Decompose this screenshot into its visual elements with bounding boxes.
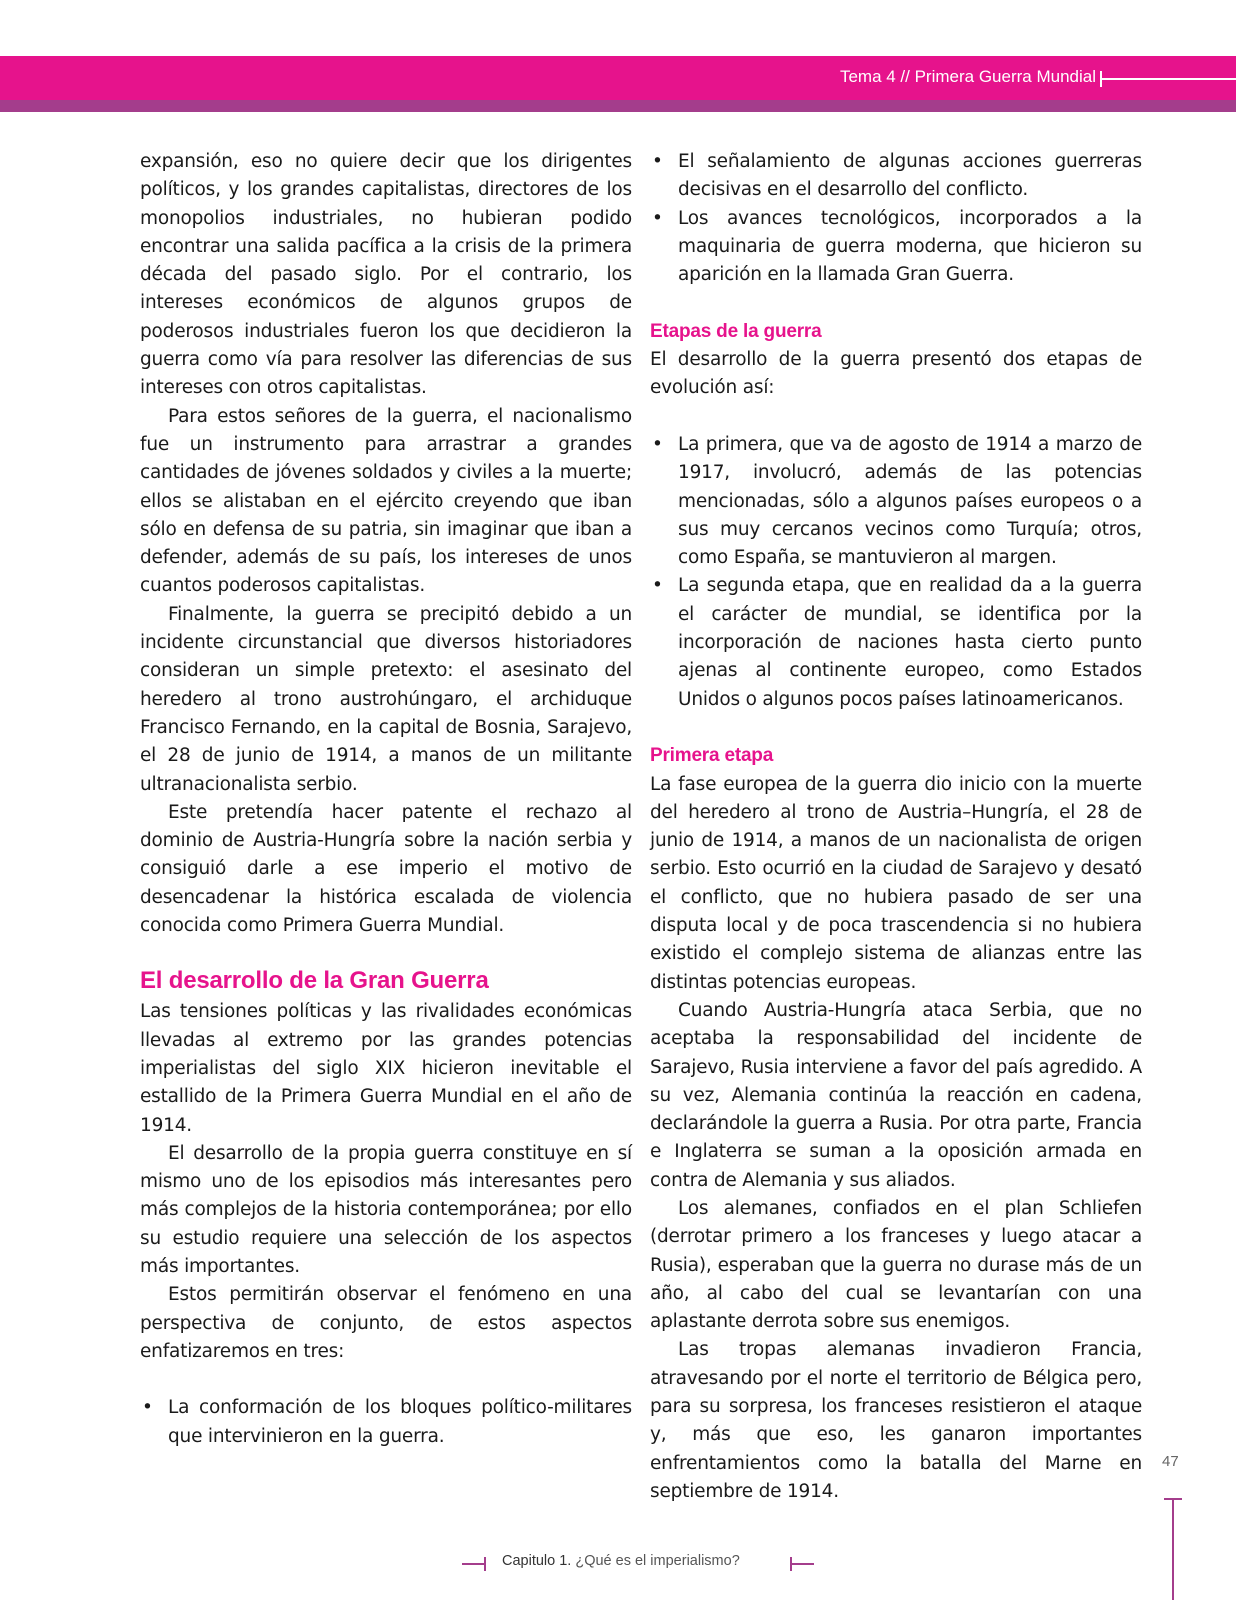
list-item: • El señalamiento de algunas acciones guerreras decisivas en el desarrollo del conflicto. [650,148,1142,205]
paragraph: Las tensiones políticas y las rivalidades económicas llevadas al extremo por las grandes potencias imperialistas del siglo XIX hicieron inevitable el estallido de la Primera Guerra Mundial en el año de 1914. [140,1001,632,1136]
bullet-list [650,431,1142,714]
paragraph: Los alemanes, confiados en el plan Schliefen (derrotar primero a los franceses y luego atacar a Rusia), esperaban que la guerra no durase más de un año, al cabo del cual se levantarían con una aplastante derrota sobre sus enemigos. [650,1197,1142,1333]
right-column [650,148,1142,1506]
paragraph: Finalmente, la guerra se precipitó debido a un incidente circunstancial que diversos historiadores consideran un simple pretexto: el asesinato del heredero al trono austrohúngaro, el archiduque Francisco Fernando, en la capital de Bosnia, Sarajevo, el 28 de junio de 1914, a manos de un militante ultranacionalista serbio. [140,603,632,795]
footer-text [502,1553,740,1569]
header-purple-band [0,100,1236,112]
page-footer [0,1551,1236,1577]
page-number: 47 [1162,1453,1179,1470]
footer-question: ¿Qué es el imperialismo? [575,1553,740,1569]
subheading: Etapas de la guerra [650,320,822,342]
subheading: Primera etapa [650,745,774,767]
list-item: • La conformación de los bloques político-militares que intervinieron en la guerra. [140,1394,632,1451]
paragraph: Las tropas alemanas invadieron Francia, atravesando por el norte el territorio de Bélgica pero, para su sorpresa, los franceses resistieron el ataque y, más que eso, les ganaron importantes enfrentamientos como la batalla del Marne en septiembre de 1914. [650,1339,1142,1502]
footer-rule-left-cap [484,1557,486,1571]
left-column [140,148,632,1451]
paragraph: expansión, eso no quiere decir que los dirigentes políticos, y los grandes capitalistas, directores de los monopolios industriales, no hubieran podido encontrar una salida pacífica a la crisis de la primera década del pasado siglo. Por el contrario, los intereses económicos de algunos grupos de poderosos industriales fueron los que decidieron la guerra como vía para resolver las diferencias de sus intereses con otros capitalistas. [140,151,632,399]
header-title: Tema 4 // Primera Guerra Mundial [839,67,1096,86]
paragraph: El desarrollo de la guerra presentó dos etapas de evolución así: [650,349,1142,399]
paragraph: Este pretendía hacer patente el rechazo al dominio de Austria-Hungría sobre la nación serbia y consiguió darle a ese imperio el motivo de desencadenar la histórica escalada de violencia conocida como Primera Guerra Mundial. [140,801,632,937]
list-item: • La segunda etapa, que en realidad da a la guerra el carácter de mundial, se identifica por la incorporación de naciones hasta cierto punto ajenas al continente europeo, como Estados Unidos o algunos pocos países latinoamericanos. [650,572,1142,713]
margin-rule [1172,1498,1174,1600]
section-title: El desarrollo de la Gran Guerra [140,967,489,995]
footer-chapter: Capitulo 1. [502,1553,572,1569]
footer-rule-right [790,1563,814,1565]
bullet-list [650,148,1142,289]
list-item: • La primera, que va de agosto de 1914 a marzo de 1917, involucró, además de las potencias mencionadas, sólo a algunos países europeos o a sus muy cercanos vecinos como Turquía; otros, como España, se mantuvieron al margen. [650,431,1142,572]
header-rule [1100,78,1236,80]
page-header [0,56,1236,112]
bullet-list [140,1394,632,1451]
paragraph: El desarrollo de la propia guerra constituye en sí mismo uno de los episodios más interesantes pero más complejos de la historia contemporánea; por ello su estudio requiere una selección de los aspectos más importantes. [140,1142,632,1277]
footer-rule-left [462,1563,486,1565]
list-item: • Los avances tecnológicos, incorporados a la maquinaria de guerra moderna, que hicieron su aparición en la llamada Gran Guerra. [650,205,1142,290]
paragraph: Para estos señores de la guerra, el nacionalismo fue un instrumento para arrastrar a grandes cantidades de jóvenes soldados y civiles a la muerte; ellos se alistaban en el ejército creyendo que iban sólo en defensa de su patria, sin imaginar que iban a defender, además de su país, los intereses de unos cuantos poderosos capitalistas. [140,405,632,597]
paragraph: Cuando Austria-Hungría ataca Serbia, que no aceptaba la responsabilidad del incidente de Sarajevo, Rusia interviene a favor del país agredido. A su vez, Alemania continúa la reacción en cadena, declarándole la guerra a Rusia. Por otra parte, Francia e Inglaterra se suman a la oposición armada en contra de Alemania y sus aliados. [650,999,1142,1191]
paragraph: Estos permitirán observar el fenómeno en una perspectiva de conjunto, de estos aspectos enfatizaremos en tres: [140,1284,632,1362]
paragraph: La fase europea de la guerra dio inicio con la muerte del heredero al trono de Austria–Hungría, el 28 de junio de 1914, a manos de un nacionalista de origen serbio. Esto ocurrió en la ciudad de Sarajevo y desató el conflicto, que no hubiera pasado de ser una disputa local y de poca trascendencia si no hubiera existido el complejo sistema de alianzas entre las distintas potencias europeas. [650,773,1142,993]
